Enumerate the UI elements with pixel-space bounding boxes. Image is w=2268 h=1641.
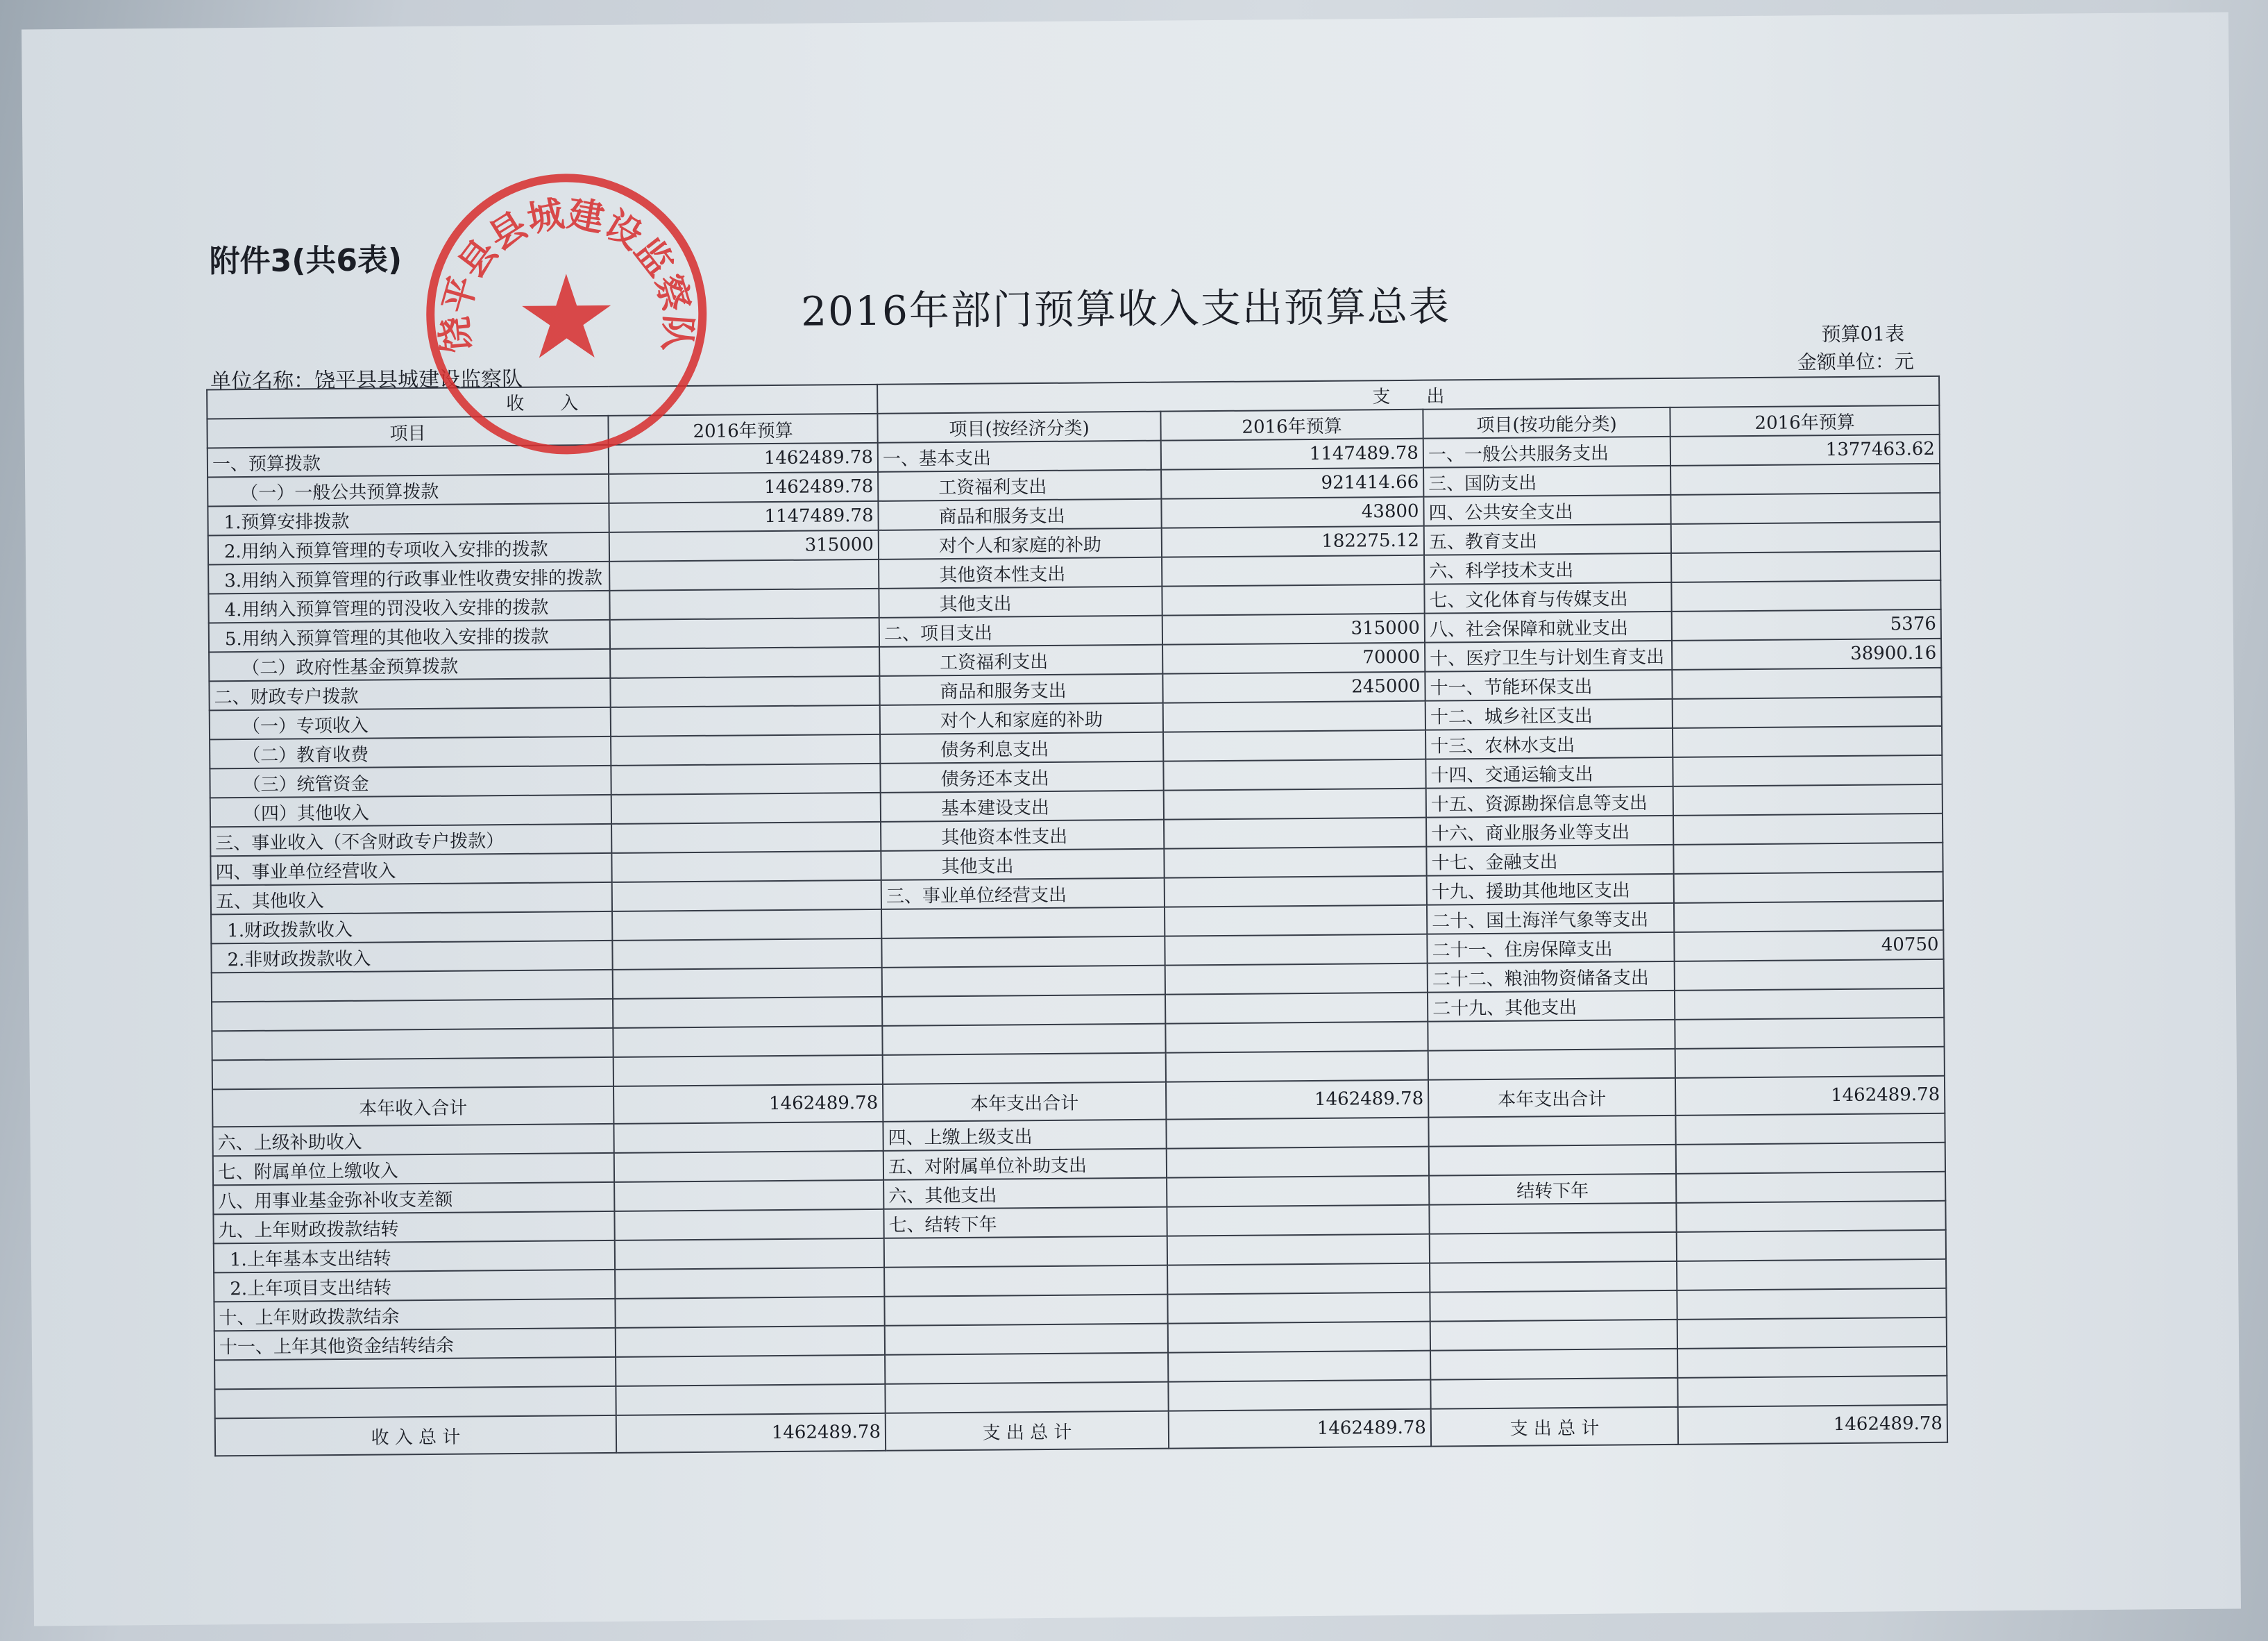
economic-item-cell: 其他支出 [879, 587, 1162, 618]
economic-value-cell [1167, 1176, 1429, 1207]
economic-value-cell [1162, 584, 1424, 616]
functional-item-cell [1430, 1349, 1677, 1380]
economic-value-cell [1163, 730, 1425, 761]
functional-grand-total-value: 1462489.78 [1678, 1405, 1947, 1445]
document-sheet [22, 12, 2241, 1626]
year-income-total-value: 1462489.78 [613, 1084, 883, 1124]
economic-value-cell [1165, 934, 1427, 966]
functional-item-cell: 十二、城乡社区支出 [1425, 699, 1673, 730]
income-item-header: 项目 [207, 416, 608, 448]
functional-value-cell [1673, 784, 1943, 816]
year-functional-total-value: 1462489.78 [1675, 1076, 1945, 1116]
income-value-cell [612, 880, 881, 911]
functional-item-cell: 二十九、其他支出 [1428, 991, 1675, 1022]
income-item-cell: 二、财政专户拨款 [209, 678, 610, 711]
functional-value-cell [1677, 1288, 1946, 1320]
income-item-cell: 1.上年基本支出结转 [214, 1240, 615, 1273]
income-value-cell [614, 1151, 883, 1182]
economic-value-cell [1164, 818, 1426, 849]
economic-item-cell: 对个人和家庭的补助 [880, 703, 1163, 734]
economic-item-cell: 工资福利支出 [878, 470, 1161, 501]
economic-item-cell [881, 936, 1165, 968]
income-value-cell [616, 1326, 885, 1357]
income-item-cell: （三）统管资金 [210, 766, 611, 798]
functional-item-cell: 二十一、住房保障支出 [1427, 932, 1674, 963]
income-item-cell [212, 970, 613, 1002]
functional-item-cell: 二十二、粮油物资储备支出 [1428, 961, 1675, 993]
economic-value-cell [1165, 963, 1428, 995]
income-item-cell: 3.用纳入预算管理的行政事业性收费安排的拨款 [208, 562, 609, 594]
functional-item-cell: 十九、援助其他地区支出 [1427, 874, 1674, 905]
economic-item-cell: 商品和服务支出 [879, 674, 1162, 705]
economic-value-cell [1165, 993, 1428, 1024]
functional-item-cell: 十一、节能环保支出 [1425, 670, 1672, 701]
functional-item-cell: 三、国防支出 [1423, 466, 1670, 497]
economic-item-cell: 对个人和家庭的补助 [879, 528, 1162, 559]
income-item-cell: （一）一般公共预算拨款 [208, 474, 609, 507]
functional-item-cell: 二十、国土海洋气象等支出 [1427, 903, 1674, 934]
income-value-cell: 1462489.78 [609, 443, 878, 474]
functional-item-cell [1428, 1020, 1675, 1051]
income-value-cell [611, 705, 880, 737]
functional-value-cell [1675, 1113, 1945, 1145]
income-budget-header: 2016年预算 [608, 414, 877, 445]
income-grand-total-value: 1462489.78 [616, 1413, 886, 1453]
income-value-cell [613, 1055, 883, 1086]
income-item-cell: 2.上年项目支出结转 [214, 1270, 615, 1302]
income-item-cell: 1.财政拨款收入 [211, 911, 612, 944]
annex-label: 附件3(共6表) [209, 242, 403, 280]
functional-value-cell: 5376 [1672, 609, 1941, 641]
functional-value-cell [1675, 1047, 1945, 1078]
income-item-cell: （一）专项收入 [210, 707, 611, 740]
functional-item-cell: 五、教育支出 [1424, 524, 1671, 555]
functional-item-cell: 十六、商业服务业等支出 [1426, 816, 1673, 847]
income-value-cell: 1462489.78 [609, 472, 878, 503]
income-item-cell: （二）政府性基金预算拨款 [209, 649, 610, 682]
economic-item-cell: 基本建设支出 [881, 791, 1164, 822]
document-title: 2016年部门预算收入支出预算总表 [800, 283, 1451, 335]
functional-value-cell [1676, 1172, 1945, 1203]
functional-item-header: 项目(按功能分类) [1423, 407, 1670, 439]
income-value-cell [611, 764, 880, 795]
economic-value-cell [1164, 847, 1426, 878]
seal-text: 饶平县县城建设监察队 [434, 192, 699, 355]
economic-item-cell [882, 1024, 1165, 1055]
functional-value-cell [1675, 1018, 1944, 1049]
year-income-total-label: 本年收入合计 [212, 1086, 613, 1127]
income-header: 收 入 [207, 385, 877, 419]
income-item-cell [212, 1057, 613, 1090]
economic-value-cell [1167, 1293, 1430, 1324]
economic-item-cell [884, 1295, 1167, 1326]
income-item-cell [212, 999, 613, 1032]
income-grand-total-label: 收 入 总 计 [215, 1415, 616, 1456]
income-value-cell [613, 997, 882, 1028]
functional-value-cell: 1377463.62 [1670, 435, 1940, 466]
functional-item-cell [1430, 1232, 1677, 1263]
income-item-cell: 三、事业收入（不含财政专户拨款） [210, 824, 611, 857]
economic-item-cell: 其他支出 [881, 849, 1164, 880]
income-value-cell [615, 1297, 884, 1328]
economic-item-cell [885, 1324, 1168, 1355]
functional-item-cell [1429, 1203, 1676, 1234]
seal-star-icon [522, 274, 611, 358]
unit-name: 单位名称：饶平县县城建设监察队 [210, 367, 523, 394]
income-item-cell: 五、其他收入 [211, 882, 612, 915]
functional-item-cell [1430, 1378, 1677, 1409]
income-item-cell: 4.用纳入预算管理的罚没收入安排的拨款 [208, 591, 609, 623]
year-economic-total-value: 1462489.78 [1166, 1080, 1428, 1120]
economic-item-cell [882, 995, 1165, 1026]
functional-value-cell [1673, 697, 1942, 728]
income-value-cell [612, 909, 881, 941]
carryover-rows [212, 1113, 1947, 1419]
economic-value-cell: 182275.12 [1162, 526, 1424, 557]
economic-value-cell [1165, 1022, 1428, 1053]
income-value-cell [610, 618, 879, 649]
functional-value-cell [1677, 1347, 1947, 1378]
income-item-cell: 1.预算安排拨款 [208, 503, 609, 536]
income-item-cell: （二）教育收费 [210, 737, 611, 769]
economic-value-cell [1167, 1147, 1429, 1178]
economic-item-cell [885, 1353, 1168, 1384]
income-item-cell: （四）其他收入 [210, 795, 611, 827]
income-item-cell: 四、事业单位经营收入 [210, 853, 611, 886]
income-value-cell [613, 1122, 883, 1153]
functional-budget-header: 2016年预算 [1670, 405, 1939, 437]
functional-value-cell [1673, 726, 1942, 757]
functional-value-cell [1677, 1230, 1946, 1261]
functional-value-cell [1677, 1259, 1946, 1290]
economic-item-cell [885, 1382, 1168, 1413]
functional-item-cell [1428, 1049, 1675, 1080]
economic-item-cell: 商品和服务支出 [878, 499, 1161, 530]
year-economic-total-label: 本年支出合计 [883, 1082, 1166, 1122]
functional-grand-total-label: 支 出 总 计 [1431, 1407, 1678, 1447]
functional-value-cell [1670, 464, 1940, 495]
economic-value-cell [1162, 555, 1424, 587]
income-item-cell: 5.用纳入预算管理的其他收入安排的拨款 [209, 620, 610, 653]
income-value-cell [609, 559, 879, 591]
functional-value-cell [1672, 668, 1941, 699]
income-item-cell [214, 1357, 616, 1390]
functional-value-cell [1671, 551, 1940, 582]
functional-item-cell [1430, 1261, 1677, 1293]
economic-value-cell: 315000 [1162, 614, 1425, 645]
income-value-cell [611, 822, 881, 853]
income-value-cell [614, 1209, 883, 1240]
income-value-cell [610, 676, 879, 707]
functional-item-cell: 十、医疗卫生与计划生育支出 [1425, 641, 1672, 672]
income-value-cell: 315000 [609, 530, 879, 562]
functional-value-cell [1673, 843, 1943, 874]
functional-value-cell [1671, 580, 1940, 612]
functional-value-cell [1677, 1376, 1947, 1407]
economic-item-header: 项目(按经济分类) [877, 412, 1160, 443]
functional-item-cell: 十四、交通运输支出 [1425, 757, 1673, 789]
income-value-cell [615, 1238, 884, 1270]
economic-item-cell: 五、对附属单位补助支出 [883, 1149, 1167, 1180]
economic-item-cell [883, 1053, 1166, 1084]
functional-item-cell [1428, 1116, 1675, 1147]
income-item-cell: 一、预算拨款 [208, 445, 609, 478]
income-value-cell [613, 1026, 882, 1057]
functional-value-cell: 40750 [1674, 930, 1943, 961]
functional-value-cell [1676, 1201, 1945, 1232]
economic-item-cell [884, 1265, 1167, 1297]
economic-item-cell: 三、事业单位经营支出 [881, 878, 1165, 909]
budget-rows [208, 435, 1945, 1090]
income-value-cell [610, 647, 879, 678]
expenditure-header: 支 出 [877, 376, 1939, 414]
economic-value-cell: 921414.66 [1161, 468, 1423, 499]
economic-value-cell [1165, 905, 1427, 936]
income-value-cell [611, 851, 881, 882]
economic-value-cell [1163, 701, 1425, 732]
functional-item-cell: 十五、资源勘探信息等支出 [1426, 786, 1673, 818]
functional-item-cell [1430, 1320, 1677, 1351]
economic-item-cell: 其他资本性支出 [879, 557, 1162, 589]
functional-value-cell [1675, 988, 1944, 1020]
economic-value-cell [1163, 759, 1425, 791]
economic-value-cell [1164, 789, 1426, 820]
economic-grand-total-value: 1462489.78 [1169, 1409, 1431, 1449]
economic-item-cell: 一、基本支出 [878, 441, 1161, 472]
economic-item-cell: 二、项目支出 [879, 616, 1162, 647]
income-value-cell [616, 1355, 885, 1386]
income-item-cell: 七、附属单位上缴收入 [213, 1153, 614, 1186]
income-item-cell [212, 1028, 613, 1061]
income-value-cell [614, 1180, 883, 1211]
income-value-cell [615, 1268, 884, 1299]
functional-item-cell: 四、公共安全支出 [1423, 495, 1670, 526]
income-value-cell [611, 734, 880, 766]
functional-value-cell [1676, 1143, 1945, 1174]
functional-item-cell: 六、科学技术支出 [1424, 553, 1671, 584]
economic-value-cell [1167, 1263, 1430, 1295]
economic-budget-header: 2016年预算 [1160, 410, 1423, 441]
functional-value-cell [1674, 872, 1943, 903]
income-item-cell: 2.非财政拨款收入 [211, 941, 612, 973]
income-item-cell: 2.用纳入预算管理的专项收入安排的拨款 [208, 532, 609, 565]
economic-item-cell: 工资福利支出 [879, 645, 1162, 676]
functional-value-cell [1675, 959, 1944, 991]
economic-item-cell: 四、上缴上级支出 [883, 1120, 1166, 1151]
economic-grand-total-label: 支 出 总 计 [886, 1411, 1169, 1451]
income-item-cell: 八、用事业基金弥补收支差额 [213, 1182, 614, 1215]
economic-value-cell [1166, 1051, 1428, 1082]
economic-value-cell: 70000 [1162, 643, 1425, 674]
income-item-cell: 六、上级补助收入 [212, 1124, 613, 1156]
economic-value-cell: 43800 [1161, 497, 1423, 528]
functional-item-cell: 七、文化体育与传媒支出 [1424, 582, 1671, 614]
functional-item-cell: 十七、金融支出 [1426, 845, 1673, 876]
functional-value-cell [1677, 1318, 1947, 1349]
economic-item-cell: 其他资本性支出 [881, 820, 1164, 851]
income-value-cell [616, 1384, 885, 1415]
income-item-cell: 九、上年财政拨款结转 [213, 1211, 614, 1244]
economic-value-cell: 245000 [1162, 672, 1425, 703]
income-value-cell [613, 968, 882, 999]
income-item-cell: 十一、上年其他资金结转结余 [214, 1328, 616, 1361]
seal-graphic [420, 167, 713, 461]
economic-value-cell [1167, 1234, 1430, 1265]
income-value-cell [612, 939, 881, 970]
functional-item-cell [1430, 1290, 1677, 1322]
functional-value-cell [1673, 814, 1943, 845]
functional-value-cell: 38900.16 [1672, 639, 1941, 670]
economic-value-cell [1165, 876, 1427, 907]
economic-item-cell: 债务还本支出 [880, 761, 1163, 793]
economic-item-cell [882, 966, 1165, 997]
functional-item-cell: 十三、农林水支出 [1425, 728, 1673, 759]
functional-value-cell [1674, 901, 1943, 932]
official-seal [420, 167, 713, 461]
functional-item-cell: 结转下年 [1429, 1174, 1676, 1205]
economic-item-cell [884, 1236, 1167, 1268]
economic-item-cell [881, 907, 1165, 939]
amount-unit: 金额单位：元 [1797, 350, 1915, 374]
functional-item-cell: 一、一般公共服务支出 [1423, 437, 1670, 468]
functional-value-cell [1670, 493, 1940, 524]
income-value-cell: 1147489.78 [609, 501, 878, 532]
economic-value-cell [1166, 1118, 1428, 1149]
income-item-cell [214, 1386, 616, 1419]
income-item-cell: 十、上年财政拨款结余 [214, 1299, 615, 1331]
functional-item-cell: 八、社会保障和就业支出 [1425, 612, 1672, 643]
functional-value-cell [1671, 522, 1940, 553]
economic-value-cell: 1147489.78 [1161, 439, 1423, 470]
income-value-cell [609, 589, 879, 620]
budget-table [206, 376, 1948, 1457]
economic-value-cell [1168, 1322, 1430, 1353]
economic-item-cell: 七、结转下年 [883, 1207, 1167, 1238]
economic-value-cell [1167, 1205, 1429, 1236]
functional-value-cell [1673, 755, 1942, 786]
economic-value-cell [1168, 1351, 1430, 1382]
economic-value-cell [1168, 1380, 1430, 1411]
income-value-cell [611, 793, 881, 824]
economic-item-cell: 债务利息支出 [880, 732, 1163, 764]
functional-item-cell [1429, 1145, 1676, 1176]
economic-item-cell: 六、其他支出 [883, 1178, 1167, 1209]
form-number: 预算01表 [1821, 322, 1905, 346]
year-functional-total-label: 本年支出合计 [1428, 1078, 1675, 1118]
